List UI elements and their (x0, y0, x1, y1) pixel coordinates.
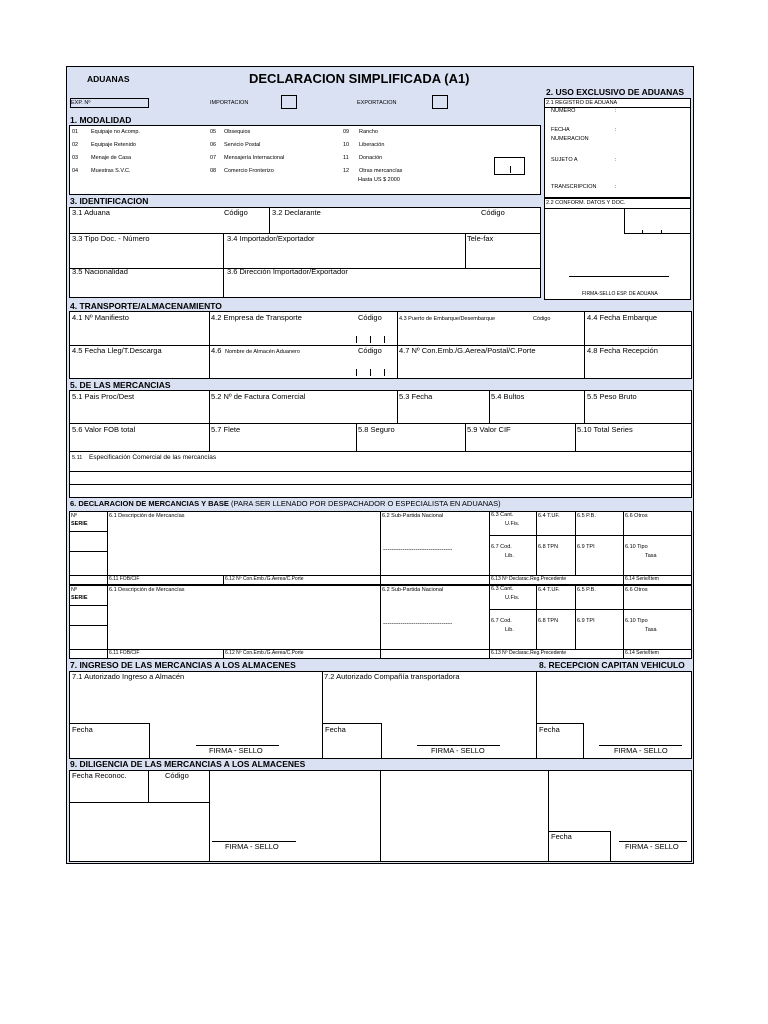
firma-7-2-label: FIRMA - SELLO (431, 746, 485, 755)
otros-field[interactable]: 6.6 Otros (625, 587, 648, 593)
empresa-field[interactable]: 4.2 Empresa de Transporte (211, 313, 302, 322)
puerto-codigo-label: Código (533, 316, 551, 322)
seguro-field[interactable]: 5.8 Seguro (358, 425, 395, 434)
firma-9-label: FIRMA - SELLO (225, 842, 279, 851)
modalidad-option[interactable]: Otras mercancías (359, 168, 403, 174)
tipo-field[interactable]: 6.10 Tipo (625, 544, 648, 550)
conform-label: 2.2 CONFORM. DATOS Y DOC. (546, 200, 626, 206)
puerto-field[interactable]: 4.3 Puerto de Embarque/Desembarque (399, 316, 496, 322)
modalidad-option[interactable]: Muestras S.V.C. (91, 168, 131, 174)
aduanas-label: ADUANAS (87, 74, 130, 84)
autorizado-compania-field[interactable]: 7.2 Autorizado Compañía transportadora (324, 672, 460, 681)
section-4-title: 4. TRANSPORTE/ALMACENAMIENTO (70, 301, 222, 311)
serie-label: SERIE (71, 595, 88, 601)
serie-item-field[interactable]: 6.14 Serie/Item (625, 576, 659, 582)
fecha-label: FECHA (551, 127, 570, 133)
almacen-num-label: 4.6 (211, 346, 222, 355)
nacionalidad-field[interactable]: 3.5 Nacionalidad (72, 267, 128, 276)
cant-field[interactable]: 6.3 Cant. (491, 512, 514, 518)
autorizado-almacen-field[interactable]: 7.1 Autorizado Ingreso a Almacén (72, 672, 185, 681)
con-emb-6-field[interactable]: 6.12 Nº Con.Emb./G.Aerea/C.Porte (225, 650, 304, 656)
modalidad-code: 02 (72, 142, 79, 148)
con-emb-6-field[interactable]: 6.12 Nº Con.Emb./G.Aerea/C.Porte (225, 576, 304, 582)
modalidad-option[interactable]: Menaje de Casa (91, 155, 132, 161)
modalidad-code: 08 (210, 168, 217, 174)
tipo-doc-field[interactable]: 3.3 Tipo Doc. - Número (72, 234, 150, 243)
serie-no-label: Nº (71, 587, 77, 593)
subpartida-dots: -------------------------------- (383, 620, 453, 627)
modalidad-option[interactable]: Servicio Postal (224, 142, 261, 148)
exportacion-checkbox[interactable] (432, 95, 448, 109)
serie-item-field[interactable]: 6.14 Serie/Item (625, 650, 659, 656)
modalidad-option[interactable]: Obsequios (224, 129, 251, 135)
sujeto-label: SUJETO A (551, 157, 578, 163)
lib-label: Lib. (505, 553, 514, 559)
modalidad-code: 01 (72, 129, 79, 135)
declarac-field[interactable]: 6.13 Nº Declarac.Reg.Precedente (491, 650, 567, 656)
section-1-title: 1. MODALIDAD (70, 115, 132, 125)
hasta-label: Hasta US $ 2000 (358, 177, 400, 183)
otros-field[interactable]: 6.6 Otros (625, 513, 648, 519)
section-2-title: 2. USO EXCLUSIVO DE ADUANAS (546, 87, 685, 97)
importador-field[interactable]: 3.4 Importador/Exportador (227, 234, 315, 243)
declarac-field[interactable]: 6.13 Nº Declarac.Reg.Precedente (491, 576, 567, 582)
reconoc-codigo-field[interactable]: Código (165, 771, 189, 780)
aduana-codigo-label: Código (224, 208, 248, 217)
section-8-title: 8. RECEPCION CAPITAN VEHICULO (539, 660, 685, 670)
tpi-field[interactable]: 6.9 TPI (577, 618, 595, 624)
exp-label: EXP. Nº (71, 100, 91, 106)
modalidad-code: 04 (72, 168, 79, 174)
ufis-label: U.Fis. (505, 521, 520, 527)
descripcion-field[interactable]: 6.1 Descripción de Mercancías (109, 587, 185, 593)
pais-field[interactable]: 5.1 Pais Proc/Dest (72, 392, 135, 401)
tuf-field[interactable]: 6.4 T.UF. (538, 587, 560, 593)
modalidad-code: 12 (343, 168, 350, 174)
almacen-field[interactable]: Nombre de Almacén Aduanero (225, 349, 300, 355)
factura-field[interactable]: 5.2 Nº de Factura Comercial (211, 392, 306, 401)
importacion-label: IMPORTACION (210, 100, 249, 106)
fecha-recepcion-field[interactable]: 4.8 Fecha Recepción (587, 346, 658, 355)
firma-9-2-label: FIRMA - SELLO (625, 842, 679, 851)
bultos-field[interactable]: 5.4 Bultos (491, 392, 525, 401)
tasa-label: Tasa (645, 627, 657, 633)
cif-field[interactable]: 5.9 Valor CIF (467, 425, 511, 434)
section-5-title: 5. DE LAS MERCANCIAS (70, 380, 171, 390)
modalidad-box (69, 125, 541, 195)
modalidad-option[interactable]: Rancho (359, 129, 378, 135)
subpartida-field[interactable]: 6.2 Sub-Partida Nacional (382, 513, 444, 519)
customs-declaration-form: ADUANAS DECLARACION SIMPLIFICADA (A1) EXP. Nº IMPORTACION EXPORTACION 2. USO EXCLUSIVO DE ADUANAS 2.1 REGISTRO DE ADUANA NUMERO : FECHA : NUMERACION SUJETO A : TRANSCRIPCION : 2.2 CONFORM. DATOS Y DOC. FIRMA-SELLO ESP. DE ADUANA 1. MODALIDAD 01 Equipaje no Acomp. 02 Equipaje Retenido 03 Menaje de Casa 04 Muestras S.V.C. 05 Obsequios 06 Servicio Postal 07 Mensajería Internacional 08 Comercio Fronterizo 09 Rancho 10 Liberación 11 Donación 12 Otras mercancías Hasta US $ 2000 3. IDENTIFICACION 3.1 Aduana Código 3.2 Declarante Código 3.3 Tipo Doc. - Número 3.4 Importador/Exportador Tele-fax 3.5 Nacionalidad 3.6 Dirección Importador/Exportador 4. TRANSPORTE/ALMACENAMIENTO 4.1 Nº Manifiesto 4.2 Empresa de Transporte Código 4.3 Puerto de Embarque/Desembarque Código 4.4 Fecha Embarque 4.5 Fecha Lleg/T.Descarga 4.6 Nombre de Almacén Aduanero Código 4.7 Nº Con.Emb./G.Aerea/Postal/C.Porte 4.8 Fecha Recepción 5. DE LAS MERCANCIAS 5.1 Pais Proc/Dest 5.2 Nº de Factura Comercial 5.3 Fecha 5.4 Bultos 5.5 Peso Bruto 5.6 Valor FOB total 5.7 Flete 5.8 Seguro 5.9 Valor CIF 5.10 Total Series 5.11 Especificación Comercial de las mercancías 6. DECLARACION DE MERCANCIAS Y BASE (PARA SER LLENADO POR DESPACHADOR O ESPECIALISTA EN ADUANAS) Nº SERIE 6.1 Descripción de Mercancías 6.2 Sub-Partida Nacional -------------------------------- 6.3 Cant. U.Fis. 6.4 T.UF. 6.5 P.B. 6.6 Otros 6.7 Cod. Lib. 6.8 TPN 6.9 TPI 6.10 Tipo Tasa 6.11 FOB/CIF 6.12 Nº Con.Emb./G.Aerea/C.Porte 6.13 Nº Declarac.Reg.Precedente 6.14 Serie/Item Nº SERIE 6.1 Descripción de Mercancías 6.2 Sub-Partida Nacional -------------------------------- 6.3 Cant. U.Fis. 6.4 T.UF. 6.5 P.B. 6.6 Otros 6.7 Cod. Lib. 6.8 TPN 6.9 TPI 6.10 Tipo Tasa 6.11 FOB/CIF 6.12 Nº Con.Emb./G.Aerea/C.Porte 6.13 Nº Declarac.Reg.Precedente 6.14 Serie/Item 7. INGRESO DE LAS MERCANCIAS A LOS ALMACENES 8. RECEPCION CAPITAN VEHICULO 7.1 Autorizado Ingreso a Almacén 7.2 Autorizado Compañía transportadora Fecha Fecha Fecha FIRMA - SELLO FIRMA - SELLO FIRMA - SELLO 9. DILIGENCIA DE LAS MERCANCIAS A LOS ALMACENES Fecha Reconoc. Código FIRMA - SELLO Fecha FIRMA - SELLO (66, 66, 694, 864)
exp-field[interactable] (70, 98, 149, 108)
modalidad-option[interactable]: Liberación (359, 142, 385, 148)
section-6-title: 6. DECLARACION DE MERCANCIAS Y BASE (PARA SER LLENADO POR DESPACHADOR O ESPECIALISTA EN ADUANAS) (70, 499, 501, 508)
tipo-field[interactable]: 6.10 Tipo (625, 618, 648, 624)
ufis-label: U.Fis. (505, 595, 520, 601)
cant-field[interactable]: 6.3 Cant. (491, 586, 514, 592)
serie-label: SERIE (71, 521, 88, 527)
flete-field[interactable]: 5.7 Flete (211, 425, 241, 434)
tasa-label: Tasa (645, 553, 657, 559)
firma-esp-label: FIRMA-SELLO ESP. DE ADUANA (582, 291, 658, 297)
modalidad-option[interactable]: Donación (359, 155, 383, 161)
empresa-codigo-label: Código (358, 313, 382, 322)
modalidad-code: 03 (72, 155, 79, 161)
firma-7-1-label: FIRMA - SELLO (209, 746, 263, 755)
numero-label: NUMERO (551, 108, 576, 114)
cod-field[interactable]: 6.7 Cod. (491, 544, 512, 550)
declarante-field[interactable]: 3.2 Declarante (272, 208, 321, 217)
descripcion-field[interactable]: 6.1 Descripción de Mercancías (109, 513, 185, 519)
pb-field[interactable]: 6.5 P.B. (577, 513, 596, 519)
modalidad-code: 07 (210, 155, 217, 161)
lib-label: Lib. (505, 627, 514, 633)
serie-no-label: Nº (71, 513, 77, 519)
tpi-field[interactable]: 6.9 TPI (577, 544, 595, 550)
modalidad-code: 06 (210, 142, 217, 148)
identificacion-box (69, 207, 541, 298)
tpn-field[interactable]: 6.8 TPN (538, 618, 559, 624)
numeracion-label: NUMERACION (551, 136, 589, 142)
especificacion-field[interactable]: Especificación Comercial de las mercancías (89, 454, 217, 461)
fobcif-field[interactable]: 6.11 FOB/CIF (109, 576, 140, 582)
registro-label: 2.1 REGISTRO DE ADUANA (546, 100, 618, 106)
subpartida-dots: -------------------------------- (383, 546, 453, 553)
modalidad-code: 10 (343, 142, 350, 148)
direccion-field[interactable]: 3.6 Dirección Importador/Exportador (227, 267, 348, 276)
aduana-field[interactable]: 3.1 Aduana (72, 208, 110, 217)
fobcif-field[interactable]: 6.11 FOB/CIF (109, 650, 140, 656)
espec-num-label: 5.11 (72, 455, 83, 461)
mercancias-box (69, 390, 692, 498)
modalidad-option[interactable]: Equipaje no Acomp. (91, 129, 140, 135)
cod-field[interactable]: 6.7 Cod. (491, 618, 512, 624)
con-emb-field[interactable]: 4.7 Nº Con.Emb./G.Aerea/Postal/C.Porte (399, 346, 536, 355)
peso-field[interactable]: 5.5 Peso Bruto (587, 392, 637, 401)
fecha-lleg-field[interactable]: 4.5 Fecha Lleg/T.Descarga (72, 346, 162, 355)
total-series-field[interactable]: 5.10 Total Series (577, 425, 633, 434)
declarante-codigo-label: Código (481, 208, 505, 217)
modalidad-option[interactable]: Comercio Fronterizo (224, 168, 274, 174)
modalidad-code: 11 (343, 155, 349, 161)
modalidad-option[interactable]: Equipaje Retenido (91, 142, 136, 148)
tpn-field[interactable]: 6.8 TPN (538, 544, 559, 550)
fob-field[interactable]: 5.6 Valor FOB total (72, 425, 136, 434)
fecha-reconoc-field[interactable]: Fecha Reconoc. (72, 771, 127, 780)
fecha-factura-field[interactable]: 5.3 Fecha (399, 392, 433, 401)
section-7-title: 7. INGRESO DE LAS MERCANCIAS A LOS ALMACENES (70, 660, 296, 670)
form-title: DECLARACION SIMPLIFICADA (A1) (249, 71, 470, 86)
manifiesto-field[interactable]: 4.1 Nº Manifiesto (72, 313, 129, 322)
section-3-title: 3. IDENTIFICACION (70, 196, 149, 206)
exportacion-label: EXPORTACION (357, 100, 397, 106)
fecha-embarque-field[interactable]: 4.4 Fecha Embarque (587, 313, 658, 322)
subpartida-field[interactable]: 6.2 Sub-Partida Nacional (382, 587, 444, 593)
importacion-checkbox[interactable] (281, 95, 297, 109)
tuf-field[interactable]: 6.4 T.UF. (538, 513, 560, 519)
telefax-field[interactable]: Tele-fax (467, 234, 494, 243)
modalidad-option[interactable]: Mensajería Internacional (224, 155, 285, 161)
transcripcion-label: TRANSCRIPCION (551, 184, 597, 190)
modalidad-code: 09 (343, 129, 350, 135)
modalidad-code: 05 (210, 129, 217, 135)
almacen-codigo-label: Código (358, 346, 382, 355)
pb-field[interactable]: 6.5 P.B. (577, 587, 596, 593)
firma-8-label: FIRMA - SELLO (614, 746, 668, 755)
section-9-title: 9. DILIGENCIA DE LAS MERCANCIAS A LOS ALMACENES (70, 759, 306, 769)
